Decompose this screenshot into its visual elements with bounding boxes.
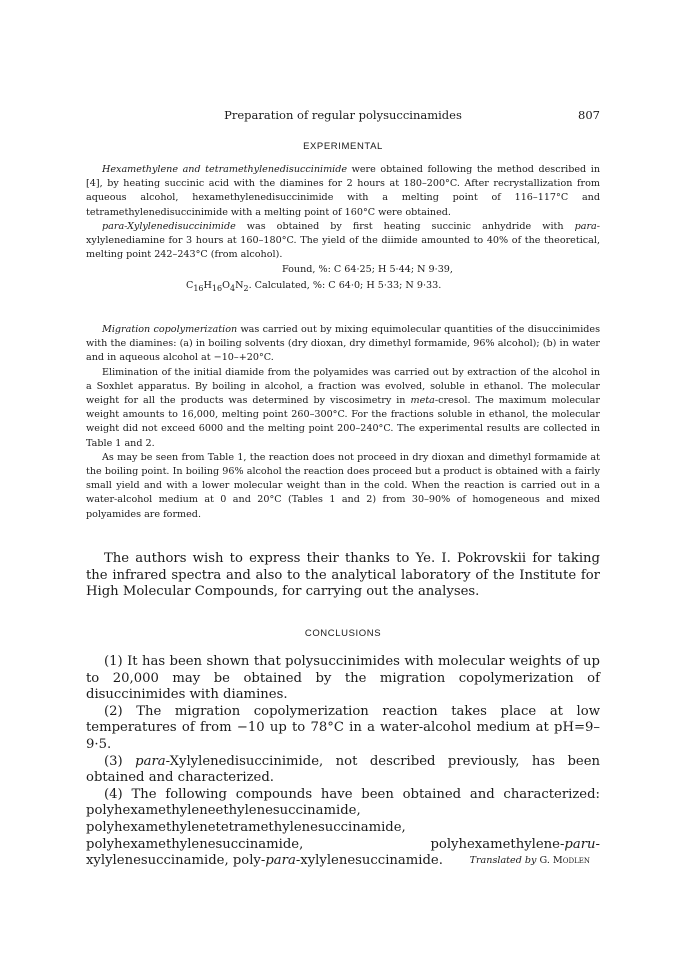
method-name: Migration copolymerization: [102, 324, 238, 335]
paragraph-para-xylylene: [86, 220, 600, 263]
conclusions-list: [86, 654, 600, 870]
formula-subscript: 4: [229, 283, 236, 293]
experimental-body-1: [86, 163, 600, 262]
acknowledgement: [86, 551, 600, 601]
paragraph-text: -xylylenesuccinamide, poly-: [86, 836, 600, 869]
experimental-heading: EXPERIMENTAL: [303, 141, 383, 152]
conclusion-1: (1) It has been shown that polysuccinimides with molecular weights of up to 20,000 may be obtained by the migration copolymerization of disuccinimides with diamines.: [86, 654, 600, 703]
compound-name: para-Xylylenedisuccinimide: [102, 220, 236, 232]
paragraph-migration: [86, 323, 600, 366]
italic-prefix: paru: [564, 836, 596, 852]
calculated-values: . Calculated, %: C 64·0; H 5·33; N 9·33.: [248, 280, 442, 291]
page-number: 807: [578, 108, 600, 122]
conclusion-3: [86, 754, 600, 787]
calculated-line: [86, 278, 600, 297]
paragraph-elimination: [86, 366, 600, 451]
formula-subscript: 16: [193, 283, 204, 293]
compound-name: Hexamethylene and tetramethylenedisuccinimide: [102, 164, 348, 175]
credit-prefix: Translated by: [469, 855, 537, 866]
acknowledgement-text: The authors wish to express their thanks to Ye. I. Pokrovskii for taking the infrared spectra and also to the analytical laboratory of the Institute for High Molecular Compounds, for carrying out the analyses.: [86, 551, 600, 600]
paragraph-text: Elimination of the initial diamide from the polyamides was carried out by extraction of the alcohol in a Soxhlet apparatus. By boiling in alcohol, a fraction was evolved, soluble in ethanol. The molecular weight for all the products was determined by viscosimetry in: [86, 366, 600, 407]
page-header: [86, 108, 600, 124]
paragraph-table-discussion: As may be seen from Table 1, the reaction does not proceed in dry dioxan and dimethyl formamide at the boiling point. In boiling 96% alcohol the reaction does proceed but a product is obtained with a fairly small yield and with a lower molecular weight than in the cold. When the reaction is carried out in a water-alcohol medium at 0 and 20°C (Tables 1 and 2) from 30–90% of homogeneous and mixed polyamides are formed.: [86, 451, 600, 520]
paragraph-text: -Xylylenedisuccinimide, not described previously, has been obtained and characterized.: [86, 753, 600, 786]
found-line: Found, %: C 64·25; H 5·44; N 9·39,: [282, 264, 453, 275]
formula-element: H: [203, 280, 212, 291]
paragraph-text: (3): [104, 753, 136, 769]
paragraph-text: -xylylenediamine for 3 hours at 160–180°C. The yield of the diimide amounted to 40% of the theoretical, melting point 242–243°C (from alcohol).: [86, 220, 600, 261]
paragraph-text: (4) The following compounds have been obtained and characterized: polyhexamethyleneethylenesuccinamide, polyhexamethylenetetramethylenesuccinamide, polyhexamethylenesuccinamide, polyhexamethylene-: [86, 786, 600, 852]
formula-subscript: 16: [211, 283, 223, 293]
paragraph-text: was obtained by first heating succinic anhydride with: [235, 220, 575, 232]
paragraph-text: were obtained following the method described in [4], by heating succinic acid with the diamines for 2 hours at 180–200°C. After recrystallization from aqueous alcohol, hexamethylenedisuccinimide with a melting point of 116–117°C and tetramethylenedisuccinimide with a melting point of 160°C were obtained.: [86, 164, 600, 218]
translator-credit: [470, 855, 590, 866]
italic-prefix: meta: [410, 395, 435, 407]
translator-name: G. Modlen: [539, 855, 590, 866]
formula-element: C: [186, 280, 194, 291]
paragraph-hexamethylene: [86, 163, 600, 220]
running-title: Preparation of regular polysuccinamides: [224, 108, 462, 122]
conclusion-2: (2) The migration copolymerization reaction takes place at low temperatures of from −10 up to 78°C in a water-alcohol medium at pH=9–9·5.: [86, 703, 600, 752]
formula-subscript: 2: [243, 283, 249, 293]
italic-prefix: para: [135, 753, 166, 769]
paragraph-text: was carried out by mixing equimolecular quantities of the disuccinimides with the diamines: (a) in boiling solvents (dry dioxan, dry dimethyl formamide, 96% alcohol); (b) in water and in aqueous alcohol at −10–+20°C.: [86, 324, 601, 364]
elemental-analysis: [86, 262, 600, 297]
italic-prefix: para: [265, 853, 296, 869]
formula-element: O: [222, 280, 230, 291]
experimental-body-2: [86, 323, 600, 522]
italic-prefix: para: [574, 220, 597, 232]
paragraph-text: -xylylenesuccinamide.: [295, 853, 443, 869]
conclusions-heading: CONCLUSIONS: [304, 628, 382, 639]
paragraph-text: -cresol. The maximum molecular weight amounts to 16,000, melting point 260–300°C. For the fractions soluble in ethanol, the molecular weight did not exceed 6000 and the melting point 200–240°C. The experimental results are collected in Table 1 and 2.: [86, 395, 600, 449]
formula-element: N: [235, 280, 244, 291]
